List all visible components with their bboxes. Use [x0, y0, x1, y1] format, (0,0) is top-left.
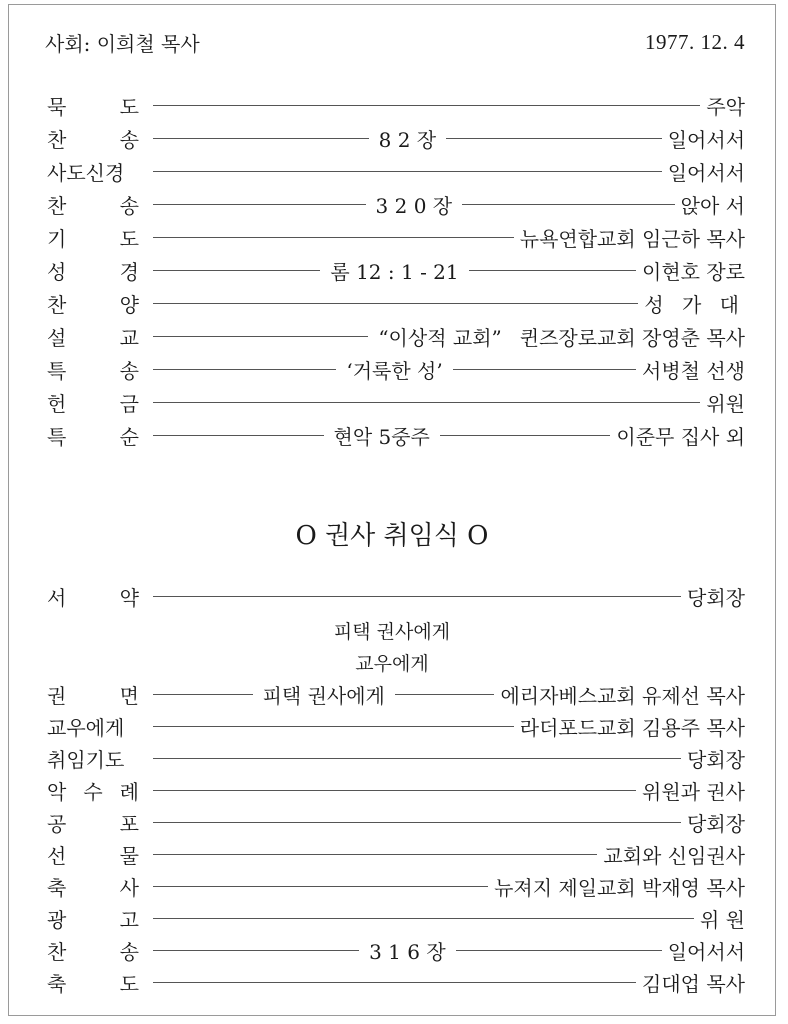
item-label: 악 수 례 [47, 779, 139, 804]
oath-note-congregation: 교우에게 [355, 653, 429, 675]
item-performer: 당회장 [687, 811, 745, 836]
leader-line [153, 204, 366, 205]
item-performer: 당회장 [687, 747, 745, 772]
item-label: 공 포 [47, 811, 139, 836]
item-label: 취임기도 [47, 747, 125, 772]
leader-line [153, 171, 662, 172]
leader-line [153, 918, 694, 919]
leader-line [153, 694, 253, 695]
item-performer: 일어서서 [667, 160, 745, 185]
item-detail: 3 1 6 장 [369, 939, 446, 964]
worship-row-prayer [47, 222, 745, 252]
item-label: 찬 송 [47, 193, 139, 218]
leader-line [462, 204, 675, 205]
item-detail: 3 2 0 장 [375, 193, 453, 218]
worship-row-special-program [47, 420, 745, 450]
item-label: 기 도 [47, 226, 139, 251]
item-performer: 뉴져지 제일교회 박재영 목사 [494, 875, 745, 900]
leader-line [153, 105, 700, 106]
worship-row-special-song [47, 354, 745, 384]
item-label: 축 사 [47, 875, 139, 900]
installation-row-announcements [47, 903, 745, 933]
leader-line [153, 854, 597, 855]
installation-row-to-congregation [47, 711, 745, 741]
item-label: 성 경 [47, 259, 139, 284]
worship-row-silent-prayer [47, 90, 745, 120]
item-label: 사도신경 [47, 160, 125, 185]
item-performer: 위 원 [700, 907, 745, 932]
leader-line [153, 237, 514, 238]
leader-line [446, 138, 662, 139]
item-label: 서 약 [47, 585, 139, 610]
item-detail: 피택 권사에게 [262, 683, 385, 708]
item-label: 교우에게 [47, 715, 125, 740]
item-label: 광 고 [47, 907, 139, 932]
item-performer: 성 가 대 [644, 292, 745, 317]
header [45, 27, 745, 57]
item-performer: 교회와 신임권사 [603, 843, 745, 868]
installation-row-proclamation [47, 807, 745, 837]
item-performer: 일어서서 [667, 939, 746, 964]
item-label: 축 도 [47, 971, 139, 996]
item-label: 찬 송 [47, 939, 139, 964]
item-label: 찬 송 [47, 127, 139, 152]
item-detail: “이상적 교회” [378, 325, 502, 350]
installation-row-gift [47, 839, 745, 869]
program-page [8, 4, 776, 1016]
worship-row-anthem [47, 288, 745, 318]
worship-row-sermon [47, 321, 745, 351]
worship-row-scripture [47, 255, 745, 285]
leader-line [153, 138, 369, 139]
leader-line [395, 694, 495, 695]
leader-line [456, 950, 662, 951]
worship-row-offering [47, 387, 745, 417]
leader-line [153, 270, 320, 271]
item-label: 특 송 [47, 358, 139, 383]
leader-line [153, 303, 638, 304]
installation-row-hymn [47, 935, 745, 965]
leader-line [153, 790, 636, 791]
leader-line [153, 726, 514, 727]
leader-line [469, 270, 636, 271]
installation-row-prayer [47, 743, 745, 773]
installation-row-handshake [47, 775, 745, 805]
installation-row-congratulations [47, 871, 745, 901]
item-performer: 앉아 서 [680, 193, 745, 218]
item-performer: 뉴욕연합교회 임근하 목사 [519, 226, 745, 251]
item-detail: 8 2 장 [378, 127, 437, 152]
worship-row-creed [47, 156, 745, 186]
leader-line [153, 336, 368, 337]
presider-text: 사회: 이희철 목사 [45, 31, 200, 56]
leader-line [153, 758, 681, 759]
installation-row-benediction [47, 967, 745, 997]
item-performer: 퀸즈장로교회 장영춘 목사 [519, 325, 745, 350]
installation-row-exhortation [47, 679, 745, 709]
item-performer: 당회장 [687, 585, 745, 610]
item-label: 묵 도 [47, 94, 139, 119]
leader-line [153, 435, 324, 436]
item-label: 선 물 [47, 843, 139, 868]
item-performer: 김대업 목사 [642, 971, 745, 996]
item-performer: 라더포드교회 김용주 목사 [519, 715, 745, 740]
item-performer: 주악 [706, 94, 745, 119]
leader-line [153, 950, 359, 951]
leader-line [153, 886, 488, 887]
item-performer: 에리자베스교회 유제선 목사 [500, 683, 745, 708]
installation-row-oath [47, 581, 745, 611]
item-label: 헌 금 [47, 391, 139, 416]
item-performer: 위원 [706, 391, 745, 416]
item-performer: 이현호 장로 [642, 259, 746, 284]
leader-line [153, 596, 681, 597]
leader-line [453, 369, 636, 370]
leader-line [440, 435, 611, 436]
item-detail: 현악 5중주 [333, 424, 430, 449]
item-performer: 위원과 권사 [642, 779, 745, 804]
leader-line [153, 822, 681, 823]
item-label: 특 순 [47, 424, 139, 449]
worship-row-hymn-1 [47, 123, 745, 153]
date-text: 1977. 12. 4 [645, 29, 745, 54]
worship-row-hymn-2 [47, 189, 745, 219]
item-detail: 롬 12 : 1 - 21 [330, 259, 459, 284]
item-detail: ‘거룩한 성’ [346, 358, 443, 383]
item-label: 설 교 [47, 325, 139, 350]
item-performer: 이준무 집사 외 [616, 424, 746, 449]
section-title: O 권사 취임식 O [295, 521, 489, 551]
leader-line [153, 982, 636, 983]
oath-note-elders: 피택 권사에게 [333, 621, 451, 643]
leader-line [153, 369, 336, 370]
item-performer: 서병철 선생 [642, 358, 746, 383]
leader-line [153, 402, 700, 403]
item-label: 권 면 [47, 683, 139, 708]
item-label: 찬 양 [47, 292, 139, 317]
item-performer: 일어서서 [667, 127, 746, 152]
